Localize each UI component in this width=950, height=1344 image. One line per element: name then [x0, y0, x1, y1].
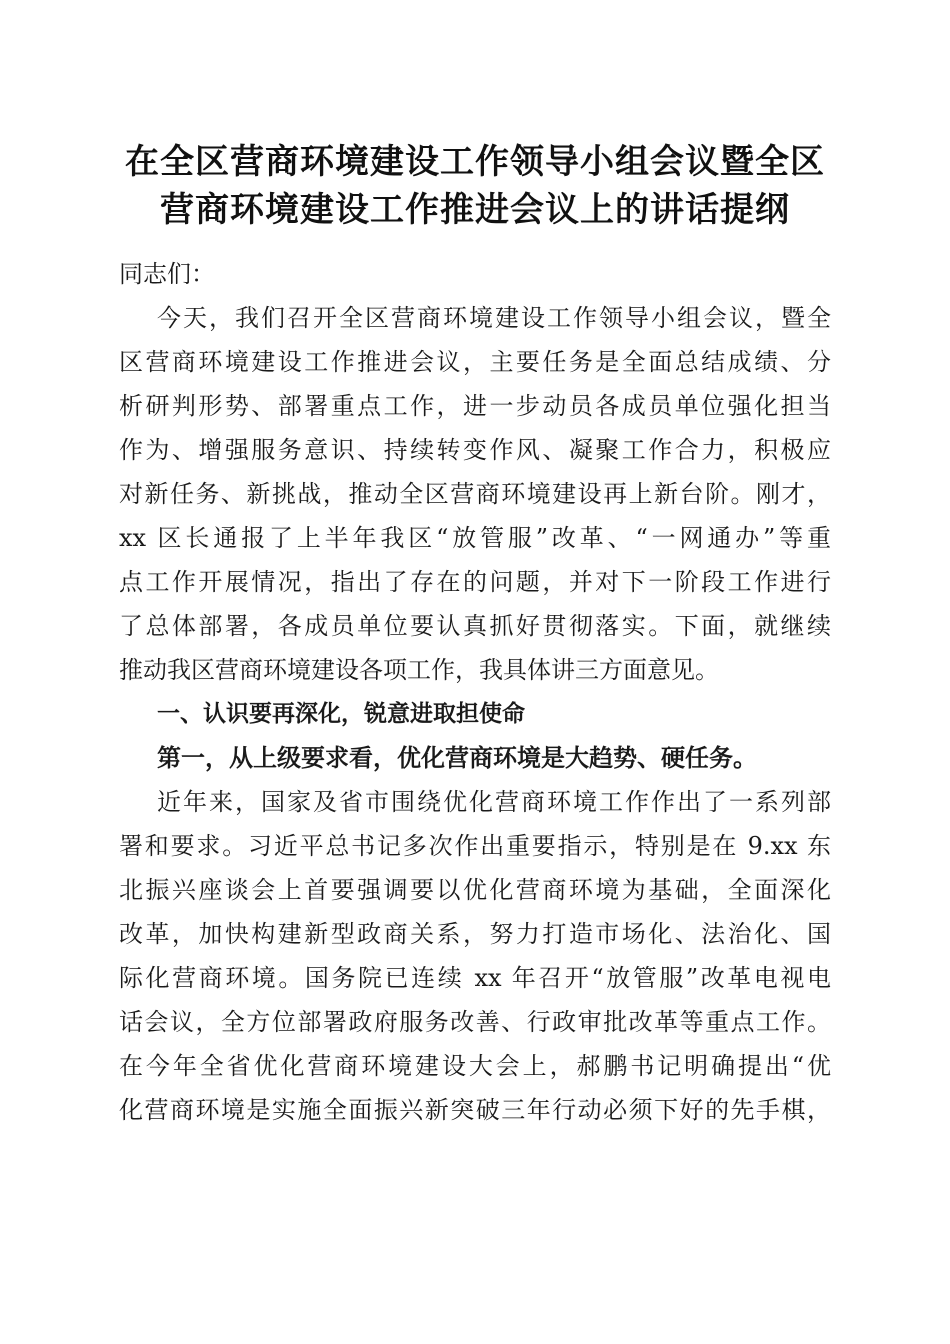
paragraph-line: 点工作开展情况，指出了存在的问题，并对下一阶段工作进行: [119, 568, 831, 596]
paragraph-line: 推动我区营商环境建设各项工作，我具体讲三方面意见。: [119, 656, 719, 684]
paragraph-background: [119, 780, 831, 1132]
paragraph-line: 改革，加快构建新型政商关系，努力打造市场化、法治化、国: [119, 920, 831, 948]
title-line: 在全区营商环境建设工作领导小组会议暨全区: [125, 142, 825, 182]
paragraph-intro: [119, 296, 831, 692]
paragraph-line: xx 区长通报了上半年我区“放管服”改革、“一网通办”等重: [119, 524, 831, 552]
document-body: [119, 252, 831, 1132]
paragraph-line: 话会议，全方位部署政府服务改善、行政审批改革等重点工作。: [119, 1008, 831, 1036]
paragraph-line: 析研判形势、部署重点工作，进一步动员各成员单位强化担当: [119, 392, 831, 420]
paragraph-line: 作为、增强服务意识、持续转变作风、凝聚工作合力，积极应: [119, 436, 831, 464]
paragraph-line: 了总体部署，各成员单位要认真抓好贯彻落实。下面，就继续: [119, 612, 831, 640]
paragraph-line: 对新任务、新挑战，推动全区营商环境建设再上新台阶。刚才，: [119, 480, 831, 508]
paragraph-line: 今天，我们召开全区营商环境建设工作领导小组会议，暨全: [157, 304, 831, 332]
paragraph-line: 署和要求。习近平总书记多次作出重要指示，特别是在 9.xx 东: [119, 832, 831, 860]
sub-heading: 第一，从上级要求看，优化营商环境是大趋势、硬任务。: [157, 743, 757, 772]
salutation: 同志们：: [119, 260, 215, 288]
paragraph-line: 化营商环境是实施全面振兴新突破三年行动必须下好的先手棋，: [119, 1096, 831, 1124]
document-title: [60, 138, 890, 234]
title-line: 营商环境建设工作推进会议上的讲话提纲: [160, 190, 790, 230]
section-heading: 一、认识要再深化，锐意进取担使命: [157, 701, 525, 727]
paragraph-line: 在今年全省优化营商环境建设大会上，郝鹏书记明确提出“优: [119, 1052, 831, 1080]
paragraph-line: 区营商环境建设工作推进会议，主要任务是全面总结成绩、分: [119, 348, 831, 376]
paragraph-line: 近年来，国家及省市围绕优化营商环境工作作出了一系列部: [157, 788, 831, 816]
paragraph-line: 北振兴座谈会上首要强调要以优化营商环境为基础，全面深化: [119, 876, 831, 904]
paragraph-line: 际化营商环境。国务院已连续 xx 年召开“放管服”改革电视电: [119, 964, 831, 992]
